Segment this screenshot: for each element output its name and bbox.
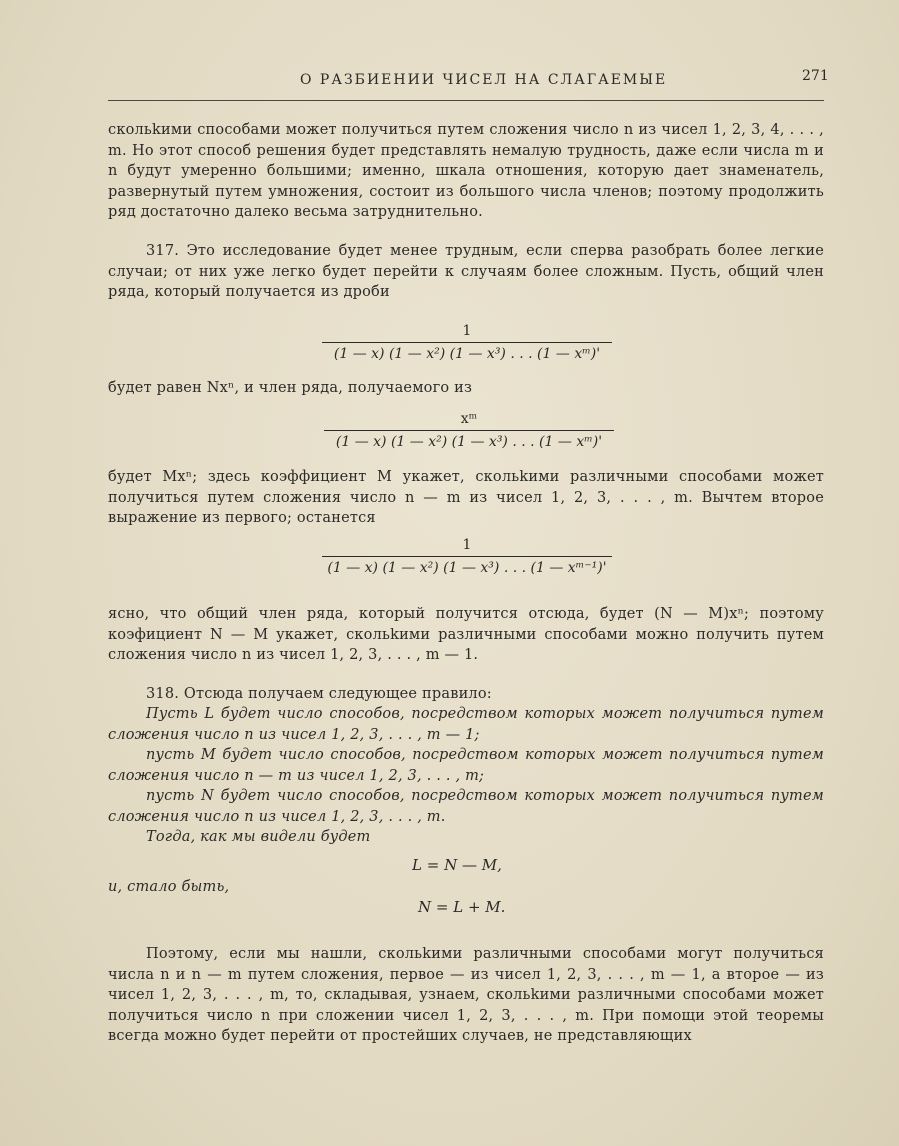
fraction-3-denominator: (1 — x) (1 — x²) (1 — x³) . . . (1 — xᵐ⁻¹)'	[327, 560, 607, 576]
paragraph-therefore: Поэтому, если мы нашли, скольkими различными способами могут получиться числа n и n — m путем сложения, первое — из чисел 1, 2, 3, . . . , m — 1, а второе — из чисел 1, 2, 3, . . . , m, то, складывая, узнаем, скольkими различными способами может получиться число n при сложении чисел 1, 2, 3, . . . , m. При помощи этой теоремы всегда можно будет перейти от простейших случаев, не представляющих	[108, 946, 824, 1044]
fraction-2-numerator: xᵐ	[460, 411, 478, 427]
fraction-3-numerator: 1	[462, 537, 472, 553]
fraction-1-denominator: (1 — x) (1 — x²) (1 — x³) . . . (1 — xᵐ)'	[333, 346, 601, 362]
fraction-2	[324, 410, 614, 451]
fraction-1-bar	[322, 342, 612, 343]
paragraph-318: 318. Отсюда получаем следующее правило:	[146, 686, 492, 702]
rule-l: Пусть L будет число способов, посредством которых может получиться путем сложения число n из чисел 1, 2, 3, . . . , m — 1;	[108, 706, 824, 743]
running-title: О РАЗБИЕНИИ ЧИСЕЛ НА СЛАГАЕМЫЕ	[300, 72, 668, 88]
paragraph-n-minus-m: ясно, что общий член ряда, который получится отсюда, будет (N — M)xⁿ; поэтому коэфициент N — M укажет, скольkими различными способами можно получить путем сложения число n из чисел 1, 2, 3, . . . , m — 1.	[108, 606, 824, 663]
equation-l: L = N — M,	[412, 856, 502, 874]
fraction-2-bar	[324, 430, 614, 431]
fraction-2-denominator: (1 — x) (1 — x²) (1 — x³) . . . (1 — xᵐ)'	[335, 434, 603, 450]
page-number: 271	[802, 68, 829, 84]
equation-n: N = L + M.	[418, 898, 506, 916]
fraction-3-bar	[322, 556, 612, 557]
fraction-3	[322, 536, 612, 577]
rule-m: пусть M будет число способов, посредством которых может получиться путем сложения число n — m из чисел 1, 2, 3, . . . , m;	[108, 747, 824, 784]
fraction-1	[322, 322, 612, 363]
paragraph-mx: будет Mxⁿ; здесь коэффициент M укажет, скольkими различными способами может получиться путем сложения число n — m из чисел 1, 2, 3, . . . , m. Вычтем второе выражение из первого; останется	[108, 469, 824, 526]
fraction-1-numerator: 1	[462, 323, 472, 339]
rule-then: Тогда, как мы видели будет	[146, 829, 371, 845]
paragraph-317: 317. Это исследование будет менее трудным, если сперва разобрать более легкие случаи; от них уже легко будет перейти к случаям более сложным. Пусть, общий член ряда, который получается из дроби	[108, 243, 824, 300]
rule-hence: и, стало быть,	[108, 879, 230, 895]
paragraph-continuation: скольkими способами может получиться путем сложения число n из чисел 1, 2, 3, 4, . . . , m. Но этот способ решения будет представлять немалую трудность, даже если числа m и n будут умеренно большими; именно, шкала отношения, которую дает знаменатель, развернутый путем умножения, состоит из большого числа членов; поэтому продолжить ряд достаточно далеко весьма затруднительно.	[108, 122, 824, 220]
paragraph-equals-nx: будет равен Nxⁿ, и член ряда, получаемого из	[108, 380, 473, 396]
header-rule	[108, 100, 824, 101]
rule-n: пусть N будет число способов, посредством которых может получиться путем сложения число n из чисел 1, 2, 3, . . . , m.	[108, 788, 824, 825]
